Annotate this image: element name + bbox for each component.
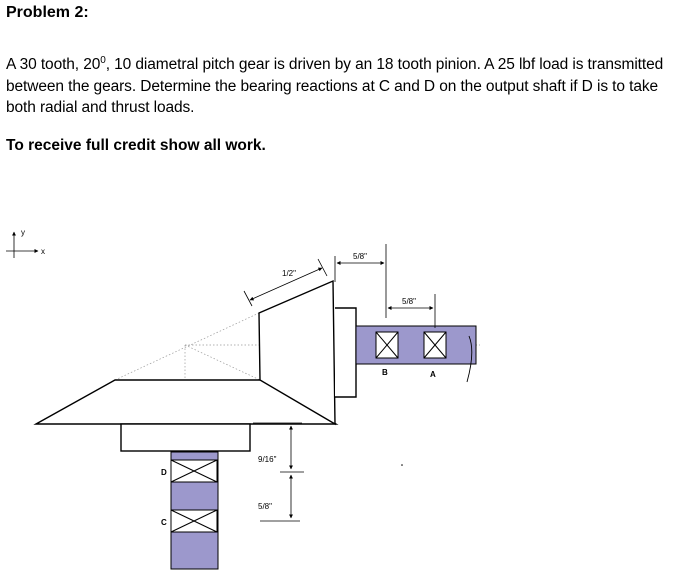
- bearing-c: [171, 510, 217, 532]
- label-c: C: [161, 518, 167, 527]
- dim-bearing-span-label: 5/8": [402, 297, 416, 306]
- label-a: A: [430, 370, 436, 379]
- statement-part-1: A 30 tooth, 20: [6, 56, 101, 74]
- dim-upper-gap-label: 5/8": [353, 252, 367, 261]
- vertical-shaft: [161, 452, 218, 569]
- pinion-hub: [335, 308, 356, 397]
- problem-heading: Problem 2:: [6, 4, 89, 21]
- axes-symbol: [6, 228, 45, 258]
- stray-dot: [401, 464, 403, 466]
- dim-vertical: [253, 423, 304, 521]
- dim-vertical-gap-label: 9/16": [258, 455, 277, 464]
- statement-part-2: , 10 diametral pitch gear is driven by an 18 tooth pinion. A 25 lbf load is transmitted between the gears. Determine the bearing reactions at C and D on the output shaft if D is to take both radial and thrust loads.: [6, 56, 664, 117]
- x-axis-label: x: [41, 247, 45, 256]
- gear-hub: [121, 424, 250, 451]
- bearing-d: [171, 460, 217, 482]
- label-b: B: [382, 368, 388, 377]
- dim-bearing-span: [388, 294, 435, 328]
- degree-superscript: 0: [100, 55, 106, 66]
- dim-face-width-label: 1/2": [282, 269, 296, 278]
- horizontal-shaft: [356, 326, 476, 382]
- bearing-a: [424, 332, 446, 358]
- y-axis-label: y: [21, 228, 25, 237]
- gear: [36, 281, 356, 451]
- bearing-b: [376, 332, 398, 358]
- dim-upper-gap: [335, 244, 386, 318]
- credit-note: To receive full credit show all work.: [6, 137, 266, 154]
- label-d: D: [161, 468, 167, 477]
- dim-lower-span-label: 5/8": [258, 502, 272, 511]
